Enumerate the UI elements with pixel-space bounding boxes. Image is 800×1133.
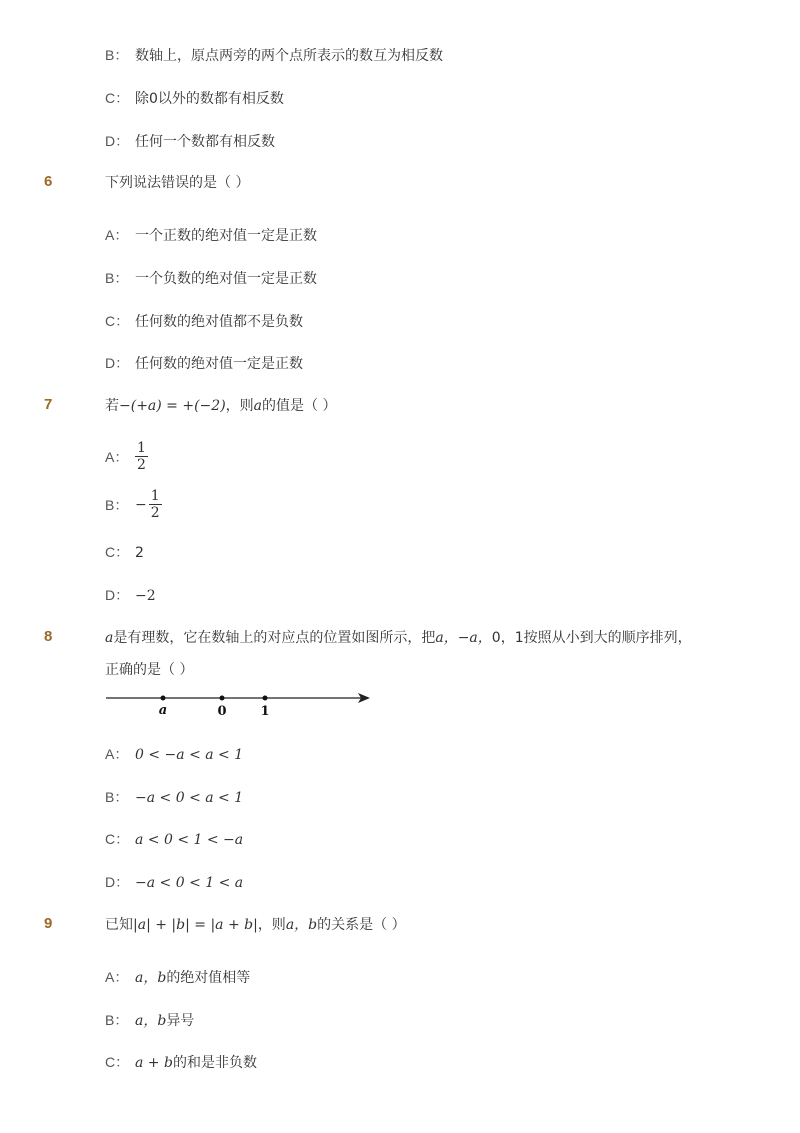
option-math: −2 [135,588,156,604]
axis-label-a: a [158,703,168,718]
question-number: 8 [44,628,53,645]
option-label: D： [105,874,130,890]
option-text: 的绝对值相等 [166,970,251,986]
axis-label-one: 1 [260,704,270,719]
option-label: B： [105,496,129,513]
point-zero [220,696,225,701]
option-math: 0 < −a < a < 1 [135,747,244,763]
option-text: 的和是非负数 [172,1055,257,1071]
stem-text: ，则 [257,917,286,933]
fraction-numerator: 1 [150,488,160,504]
stem-text: 若 [105,398,119,414]
q7-option-d [105,586,156,605]
option-label: A： [105,969,129,985]
option-text: 任何数的绝对值都不是负数 [135,314,303,330]
option-label: B： [105,1012,129,1028]
option-math: a，b [135,1013,167,1029]
fraction [135,440,148,473]
q6-option-b [105,269,317,288]
fraction-denominator: 2 [150,505,160,521]
point-one [263,696,268,701]
q7-stem [105,397,336,415]
option-label: B： [105,789,129,805]
option-text: 一个正数的绝对值一定是正数 [135,228,317,244]
q8-option-a [105,745,243,764]
minus-sign: − [135,496,147,513]
q9-option-c [105,1053,257,1072]
q8-stem-line2: 正确的是（ ） [105,662,194,678]
stem-text: 的值是（ ） [262,398,337,414]
option-math: a + b [135,1055,173,1071]
option-label: A： [105,227,129,243]
option-math: a，b [135,970,167,986]
option-label: D： [105,587,130,603]
point-a [161,696,166,701]
option-label: C： [105,544,130,560]
option-math: −a < 0 < a < 1 [135,790,244,806]
option-label: D： [105,133,130,149]
q5-option-b [105,46,443,65]
q7-option-c [105,543,144,562]
option-label: D： [105,355,130,371]
fraction-numerator: 1 [137,440,146,456]
option-math: a < 0 < 1 < −a [135,832,244,848]
option-label: A： [105,448,129,465]
option-label: C： [105,313,130,329]
option-label: A： [105,746,129,762]
q6-option-d [105,354,303,373]
q6-option-a [105,226,317,245]
q9-option-b [105,1011,194,1030]
stem-text: 是有理数，它在数轴上的对应点的位置如图所示，把 [113,630,436,646]
stem-math: a [105,630,114,646]
q5-option-d [105,132,275,151]
option-label: B： [105,47,129,63]
option-label: C： [105,1054,130,1070]
q7-option-b [105,488,162,521]
fraction-denominator: 2 [137,457,146,473]
fraction [149,488,162,521]
option-label: C： [105,90,130,106]
stem-math: −(+a) = +(−2) [119,398,226,414]
number-line-diagram [100,686,380,720]
stem-math: a，−a， [435,630,492,646]
option-text: 异号 [166,1013,195,1029]
option-text: 数轴上，原点两旁的两个点所表示的数互为相反数 [135,48,443,64]
q8-stem-line1 [105,629,692,647]
q6-option-c [105,312,303,331]
question-number: 7 [44,396,53,413]
question-number: 9 [44,915,53,932]
q9-option-a [105,968,250,987]
q9-stem [105,916,406,934]
option-text: 任何数的绝对值一定是正数 [135,356,303,372]
option-label: C： [105,831,130,847]
option-text: 2 [135,545,144,561]
stem-math: |a| + |b| = |a + b| [133,917,258,933]
axis-label-zero: 0 [217,704,227,719]
option-label: B： [105,270,129,286]
q5-option-c [105,89,284,108]
stem-text: ，则 [225,398,254,414]
q8-option-d [105,873,243,892]
option-text: 任何一个数都有相反数 [135,134,275,150]
option-math: −a < 0 < 1 < a [135,875,244,891]
stem-math: a，b [285,917,318,933]
q8-option-b [105,788,243,807]
stem-text: 的关系是（ ） [317,917,406,933]
q6-stem: 下列说法错误的是（ ） [105,175,250,191]
q8-option-c [105,830,243,849]
q7-option-a [105,440,148,473]
stem-text: 已知 [105,917,133,933]
option-text: 一个负数的绝对值一定是正数 [135,271,317,287]
stem-math: a [253,398,263,414]
question-number: 6 [44,173,53,190]
option-text: 除0以外的数都有相反数 [135,91,284,107]
stem-text: 0，1按照从小到大的顺序排列， [491,630,692,646]
